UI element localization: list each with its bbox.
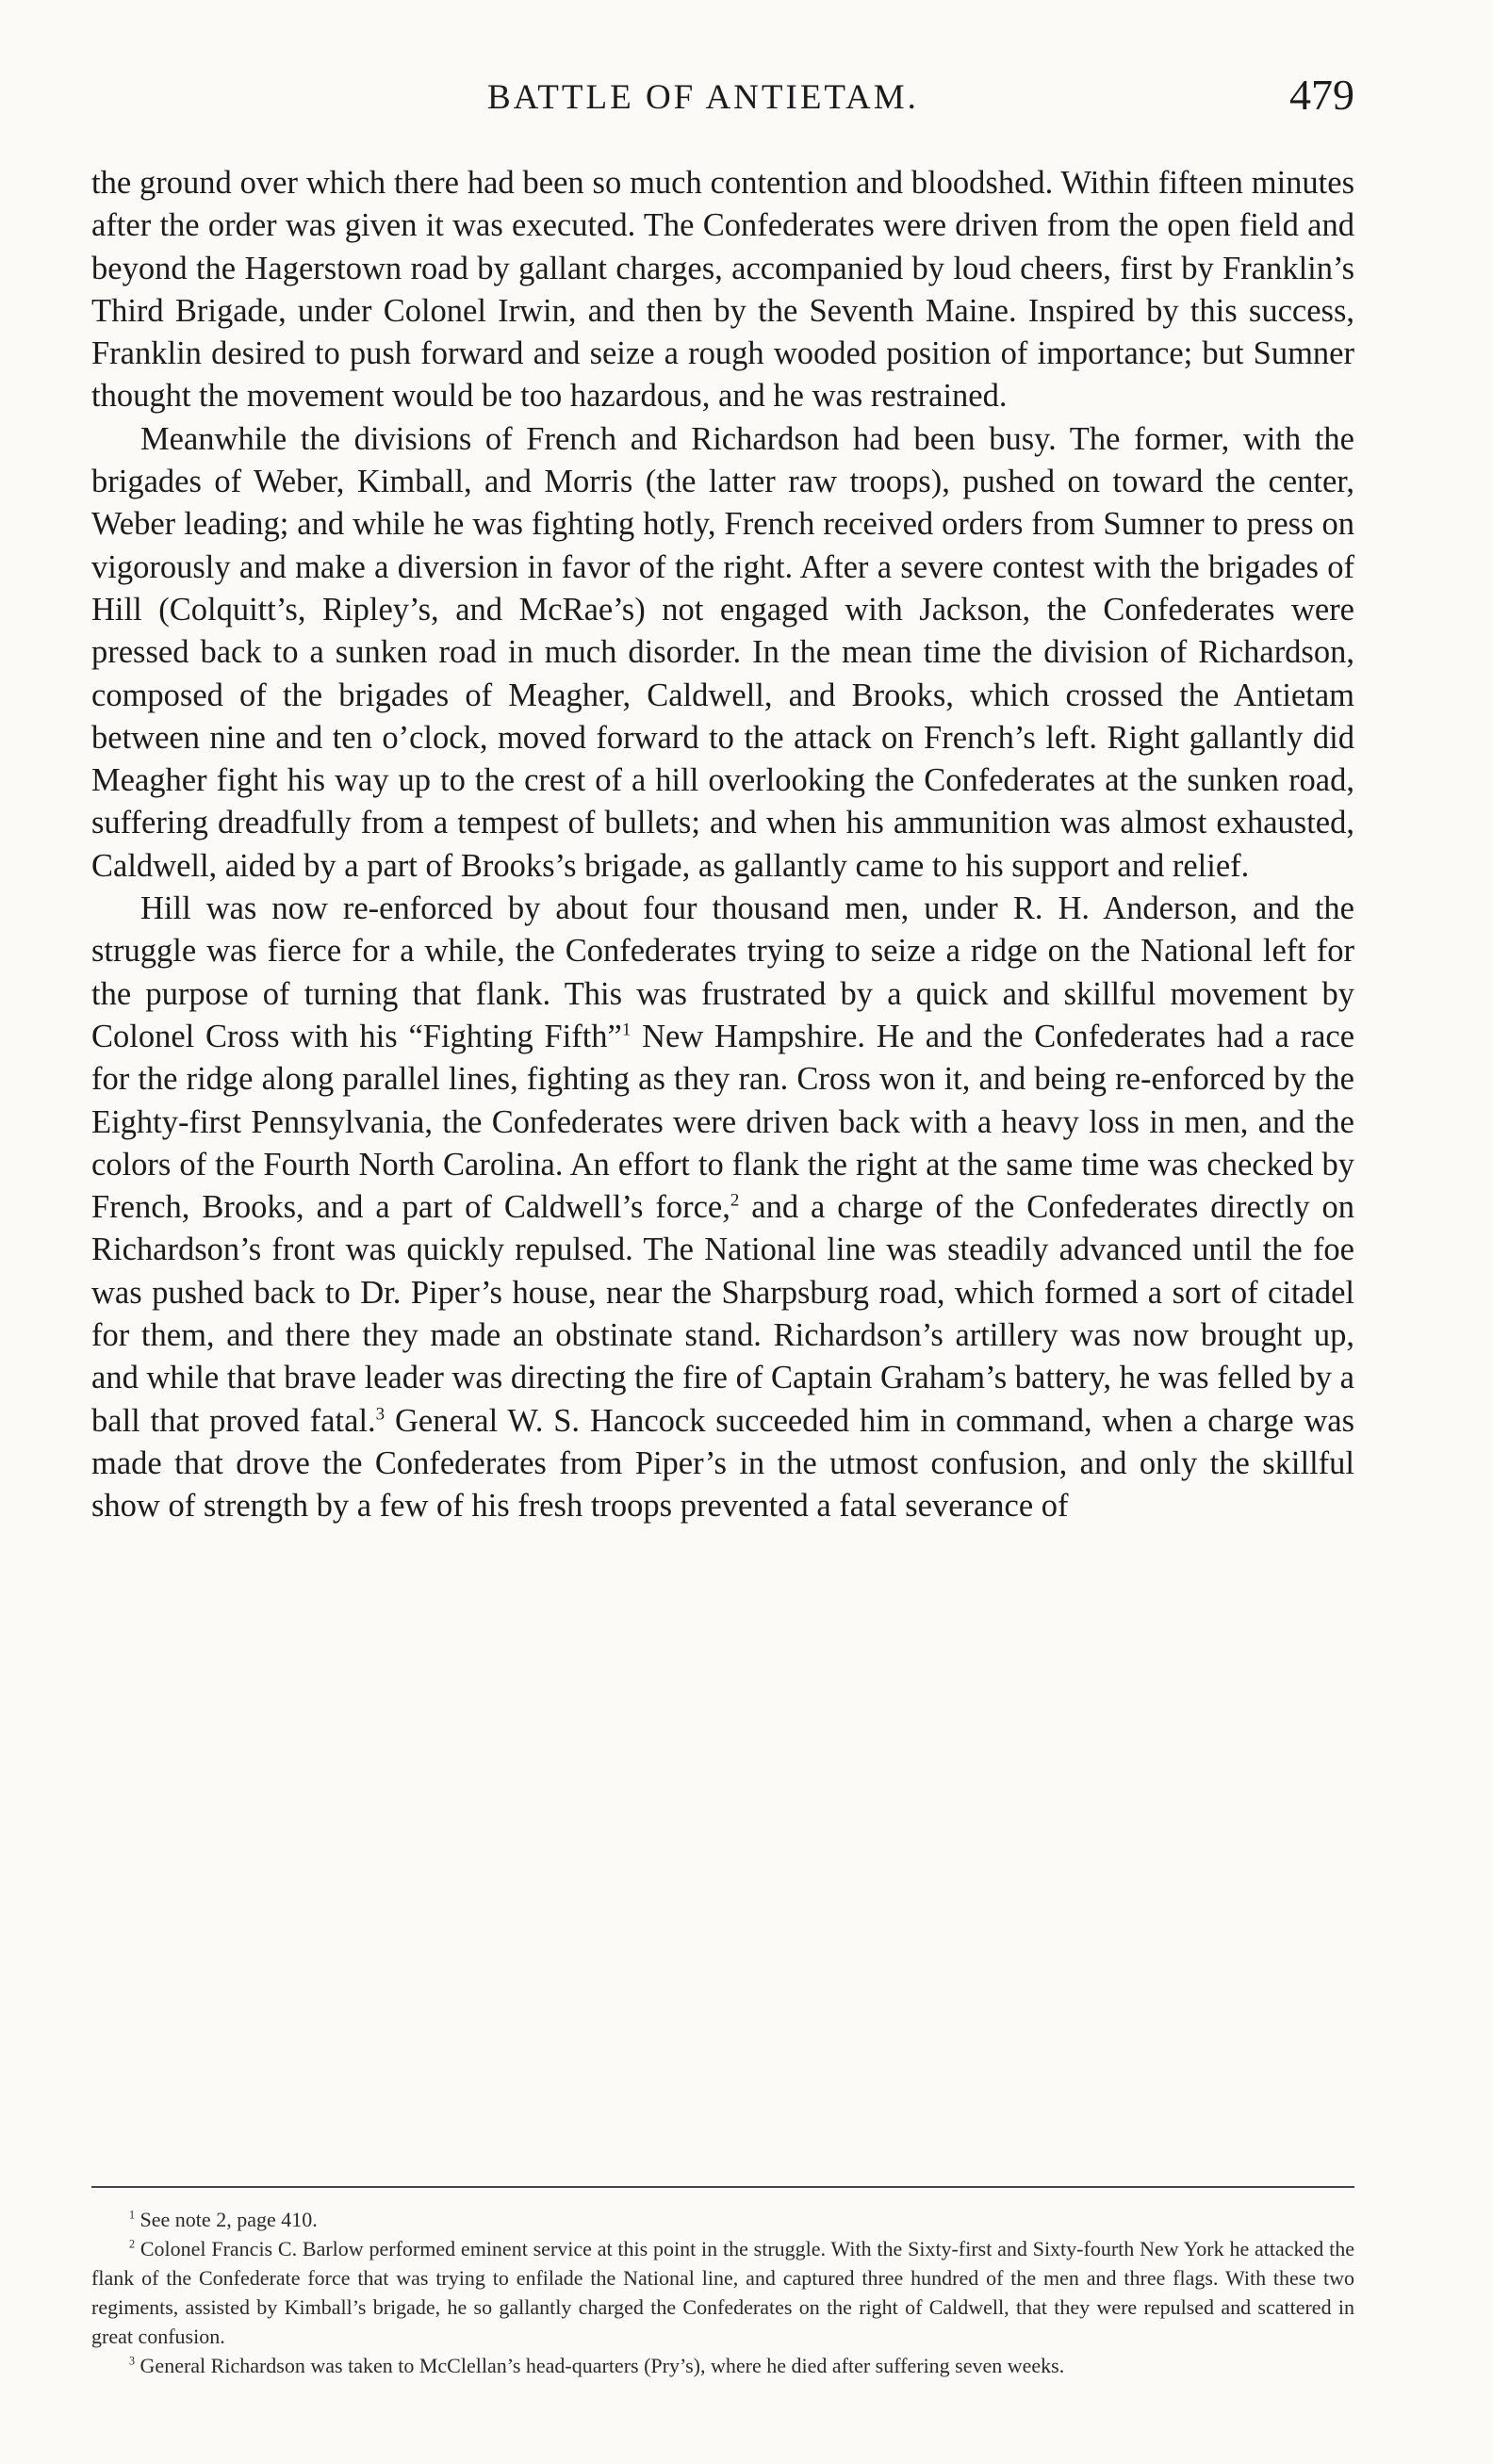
page-header xyxy=(91,68,1354,124)
footnote-3 xyxy=(91,2351,1354,2380)
paragraph-1: the ground over which there had been so much contention and bloodshed. Within fifteen minutes after the order was given it was executed. The Confederates were driven from the open field and beyond the Hagerstown road by gallant charges, accompanied by loud cheers, first by Franklin’s Third Brigade, under Colonel Irwin, and then by the Seventh Maine. Inspired by this success, Franklin desired to push forward and seize a rough wooded position of importance; but Sumner thought the movement would be too hazardous, and he was restrained. xyxy=(91,165,1354,415)
paragraph-3-text-a: Hill was now re-enforced by about four thousand men, under R. H. Anderson, and the struggle was fierce for a while, the Confederates trying to seize a ridge on the National left for the purpose of turning that flank. This was frustrated by a quick and skillful movement by Colonel Cross with his “Fighting Fifth” xyxy=(91,890,1354,1054)
paragraph-3-text-c: and a charge of the Confederates directly on Richardson’s front was quickly repulsed. The National line was steadily advanced until the foe was pushed back to Dr. Piper’s house, near the Sharpsburg road, which formed a sort of citadel for them, and there they made an obstinate stand. Richardson’s artillery was now brought up, and while that brave leader was directing the fire of Captain Graham’s battery, he was felled by a ball that proved fatal. xyxy=(91,1189,1355,1439)
footnote-ref-3: 3 xyxy=(375,1404,386,1425)
footnote-text: See note 2, page 410. xyxy=(139,2208,318,2231)
footnote-mark: 2 xyxy=(129,2237,136,2251)
footnote-mark: 3 xyxy=(129,2354,136,2368)
footnote-mark: 1 xyxy=(129,2208,136,2222)
paragraph-3-text-b: New Hampshire. He and the Confederates had a race for the ridge along parallel lines, fighting as they ran. Cross won it, and being re-enforced by the Eighty-first Pennsylvania, the Confederates were driven back with a heavy loss in men, and the colors of the Fourth North Carolina. An effort to flank the right at the same time was checked by French, Brooks, and a part of Caldwell’s force, xyxy=(91,1018,1355,1226)
footnote-2 xyxy=(91,2234,1354,2351)
footnote-text: General Richardson was taken to McClellan’s head-quarters (Pry’s), where he died after suffering seven weeks. xyxy=(139,2354,1065,2377)
paragraph-3-text-d: General W. S. Hancock succeeded him in command, when a charge was made that drove the Confederates from Piper’s in the utmost confusion, and only the skillful show of strength by a few of his fresh troops prevented a fatal severance of xyxy=(91,1402,1354,1525)
footnote-ref-2: 2 xyxy=(730,1190,740,1211)
footnote-divider xyxy=(91,2186,1354,2188)
footnote-text: Colonel Francis C. Barlow performed eminent service at this point in the struggle. With the Sixty-first and Sixty-fourth New York he attacked the flank of the Confederate force that was trying to enfilade the National line, and captured three hundred of the men and three flags. With these two regiments, assisted by Kimball’s brigade, he so gallantly charged the Confederates on the right of Caldwell, that they were repulsed and scattered in great confusion. xyxy=(91,2237,1354,2348)
footnote-ref-1: 1 xyxy=(621,1020,632,1040)
footnotes xyxy=(91,2205,1354,2380)
page-number: 479 xyxy=(1289,71,1354,119)
paragraph-3 xyxy=(91,888,1354,1527)
body-text xyxy=(91,162,1354,1528)
footnote-1 xyxy=(91,2205,1354,2234)
running-head: BATTLE OF ANTIETAM. xyxy=(487,78,919,117)
paragraph-2: Meanwhile the divisions of French and Richardson had been busy. The former, with the brigades of Weber, Kimball, and Morris (the latter raw troops), pushed on toward the center, Weber leading; and while he was fighting hotly, French received orders from Sumner to press on vigorously and make a diversion in favor of the right. After a severe contest with the brigades of Hill (Colquitt’s, Ripley’s, and McRae’s) not engaged with Jackson, the Confederates were pressed back to a sunken road in much disorder. In the mean time the division of Richardson, composed of the brigades of Meagher, Caldwell, and Brooks, which crossed the Antietam between nine and ten o’clock, moved forward to the attack on French’s left. Right gallantly did Meagher fight his way up to the crest of a hill overlooking the Confederates at the sunken road, suffering dreadfully from a tempest of bullets; and when his ammunition was almost exhausted, Caldwell, aided by a part of Brooks’s brigade, as gallantly came to his support and relief. xyxy=(91,420,1354,884)
